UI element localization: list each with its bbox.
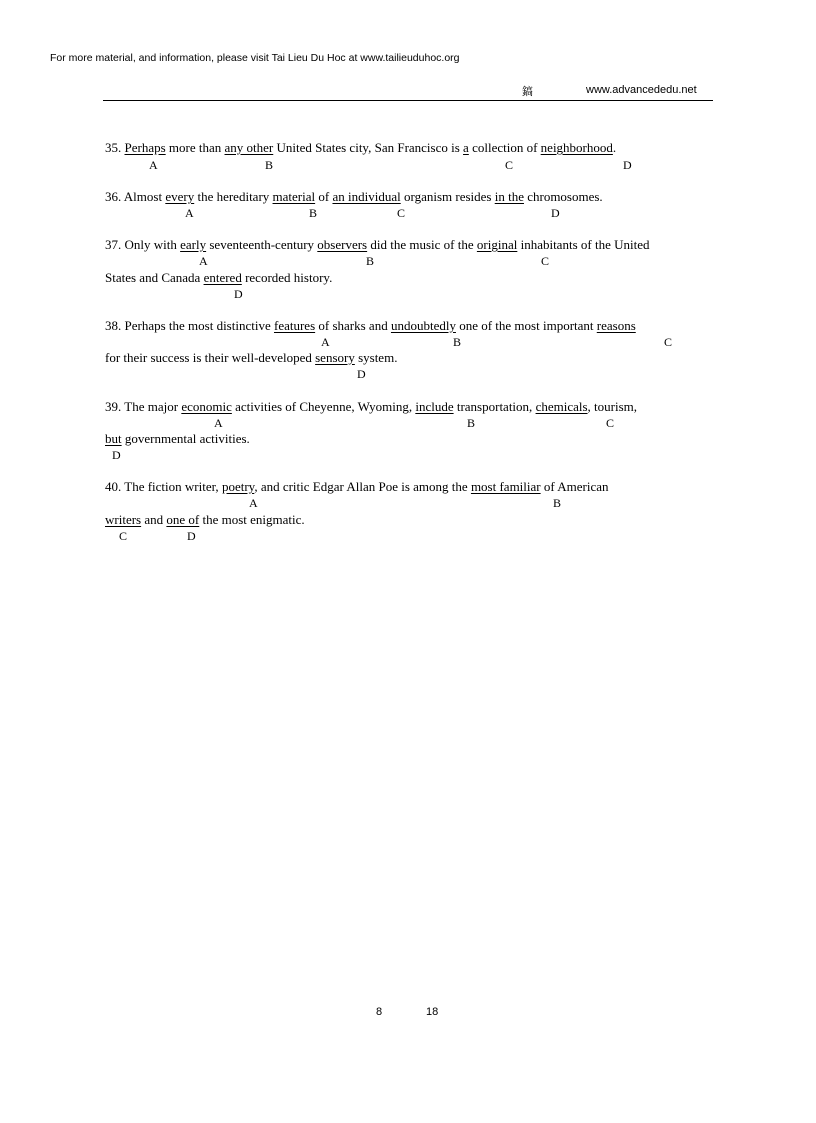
question-36-line-1: 36. Almost every the hereditary material of an individual organism resides in the chromosomes. bbox=[105, 189, 603, 204]
question-38-line-2: for their success is their well-developed sensory system. bbox=[105, 350, 398, 365]
q36-letter-b: B bbox=[309, 206, 318, 220]
q40-option-d: one of bbox=[166, 512, 200, 527]
q40-option-b: most familiar bbox=[470, 479, 541, 494]
question-39-line-2: but governmental activities. bbox=[105, 431, 250, 446]
q36-option-c: an individual bbox=[332, 189, 401, 204]
q35-option-d: neighborhood bbox=[540, 140, 613, 155]
q36-option-d: in the bbox=[494, 189, 524, 204]
q38-option-d: sensory bbox=[315, 350, 355, 365]
q40-letter-a: A bbox=[249, 496, 258, 510]
q36-option-b: material bbox=[272, 189, 316, 204]
q40-letter-d: D bbox=[187, 529, 196, 543]
q39-option-a: economic bbox=[181, 399, 232, 414]
q39-option-d: but bbox=[105, 431, 122, 446]
q39-letter-d: D bbox=[112, 448, 121, 462]
q37-letter-b: B bbox=[366, 254, 375, 268]
q35-letter-c: C bbox=[505, 158, 514, 172]
q39-letter-a: A bbox=[214, 416, 223, 430]
q39-option-c: chemicals bbox=[535, 399, 588, 414]
header-glyph: 鎬 bbox=[522, 85, 533, 98]
q40-letter-b: B bbox=[553, 496, 562, 510]
q37-option-a: early bbox=[180, 237, 207, 252]
q38-letter-a: A bbox=[321, 335, 330, 349]
header-rule bbox=[103, 100, 713, 101]
q39-letter-c: C bbox=[606, 416, 615, 430]
q38-letter-b: B bbox=[453, 335, 462, 349]
page-number: 8 bbox=[376, 1006, 383, 1018]
q40-option-a: poetry bbox=[221, 479, 255, 494]
header-site-url[interactable]: www.advancededu.net bbox=[586, 84, 697, 96]
q35-option-c: a bbox=[463, 140, 469, 155]
q36-letter-c: C bbox=[397, 206, 406, 220]
q37-option-d: entered bbox=[203, 270, 242, 285]
q38-letter-c: C bbox=[664, 335, 673, 349]
q37-option-b: observers bbox=[317, 237, 368, 252]
q37-letter-a: A bbox=[199, 254, 208, 268]
question-40-line-2: writers and one of the most enigmatic. bbox=[105, 512, 305, 527]
q38-option-a: features bbox=[273, 318, 316, 333]
q37-letter-d: D bbox=[234, 287, 243, 301]
q35-letter-d: D bbox=[623, 158, 632, 172]
q36-option-a: every bbox=[165, 189, 195, 204]
page-total: 18 bbox=[426, 1006, 439, 1018]
question-39-line-1: 39. The major economic activities of Cheyenne, Wyoming, include transportation, chemicals, tourism, bbox=[105, 399, 638, 414]
question-38-line-1: 38. Perhaps the most distinctive features of sharks and undoubtedly one of the most important reasons bbox=[105, 318, 636, 333]
q35-letter-a: A bbox=[149, 158, 158, 172]
question-40-line-1: 40. The fiction writer, poetry, and critic Edgar Allan Poe is among the most familiar of American bbox=[105, 479, 609, 494]
q35-option-b: any other bbox=[224, 140, 274, 155]
q38-option-b: undoubtedly bbox=[390, 318, 456, 333]
question-37-line-2: States and Canada entered recorded history. bbox=[105, 270, 333, 285]
q39-letter-b: B bbox=[467, 416, 476, 430]
q40-letter-c: C bbox=[119, 529, 128, 543]
q36-letter-d: D bbox=[551, 206, 560, 220]
q37-option-c: original bbox=[476, 237, 518, 252]
q37-letter-c: C bbox=[541, 254, 550, 268]
q38-letter-d: D bbox=[357, 367, 366, 381]
q38-option-c: reasons bbox=[596, 318, 636, 333]
q39-option-b: include bbox=[415, 399, 454, 414]
q40-option-c: writers bbox=[105, 512, 142, 527]
q35-letter-b: B bbox=[265, 158, 274, 172]
question-37-line-1: 37. Only with early seventeenth-century observers did the music of the original inhabitants of the United bbox=[105, 237, 650, 252]
banner-text: For more material, and information, please visit Tai Lieu Du Hoc at www.tailieuduhoc.org bbox=[50, 52, 460, 64]
q35-option-a: Perhaps bbox=[124, 140, 166, 155]
question-35-line-1: 35. Perhaps more than any other United States city, San Francisco is a collection of neighborhood. bbox=[105, 140, 617, 155]
q36-letter-a: A bbox=[185, 206, 194, 220]
